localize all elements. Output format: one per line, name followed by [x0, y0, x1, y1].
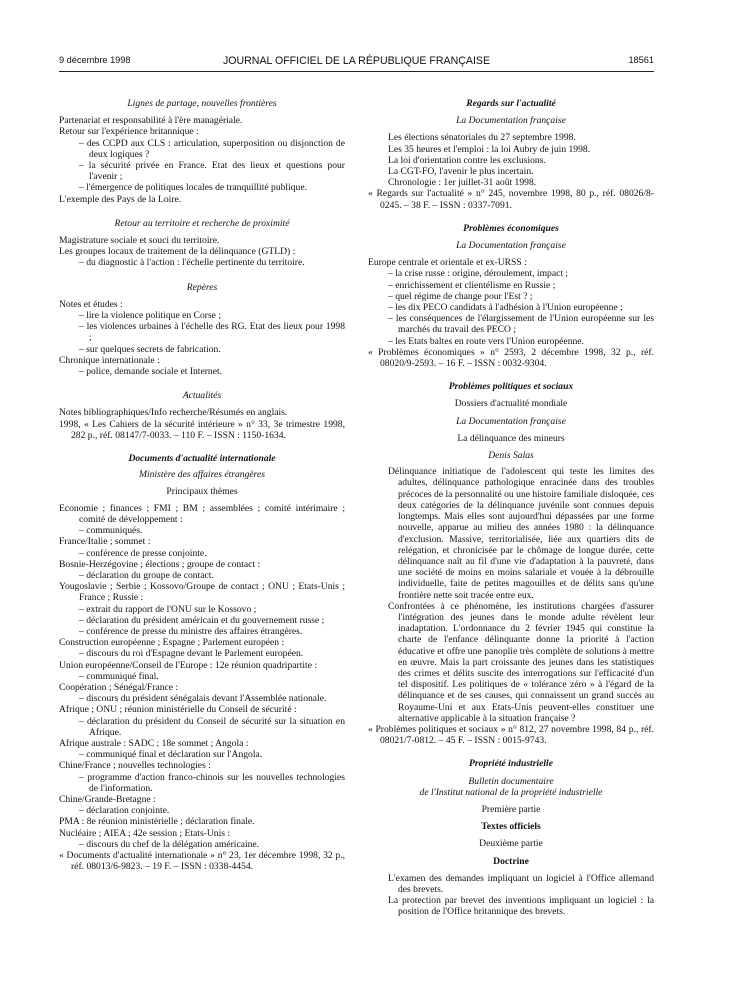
topic-line: Chine/France ; nouvelles technologies :	[59, 760, 211, 772]
header-page-number: 18561	[628, 55, 654, 65]
text-line: L'examen des demandes impliquant un logiciel à l'Office allemand des brevets.	[388, 872, 654, 895]
list-item: – la crise russe : origine, déroulement, impact ;	[388, 268, 569, 280]
publisher: de l'Institut national de la propriété industrielle	[419, 786, 603, 798]
topic-line: Construction européenne ; Espagne ; Parlement européen :	[59, 637, 285, 649]
topic-line: Coopération ; Sénégal/France :	[59, 681, 179, 693]
list-item: – déclaration du groupe de contact.	[79, 569, 214, 581]
publisher: Ministère des affaires étrangères	[138, 469, 266, 481]
list-item: – extrait du rapport de l'ONU sur le Kossovo ;	[79, 603, 257, 615]
section-title: Propriété industrielle	[469, 758, 553, 770]
list-item: – communiqué final.	[79, 670, 159, 682]
publisher: Bulletin documentaire	[468, 775, 554, 787]
list-item: – conférence de presse conjointe.	[79, 547, 207, 559]
list-item: – communiqué final et déclaration sur l'Angola.	[79, 749, 263, 761]
part-heading: Deuxième partie	[479, 838, 543, 850]
bibliographic-reference: « Problèmes économiques » n° 2593, 2 décembre 1998, 32 p., réf. 08020/9-2593. – 16 F. – ISSN : 0032-9304.	[368, 346, 654, 370]
text-line: Les groupes locaux de traitement de la délinquance (GTLD) :	[59, 246, 296, 258]
section-title: Actualités	[182, 390, 222, 402]
list-item: – déclaration du président américain et du gouvernement russe ;	[79, 614, 325, 626]
page-header	[59, 55, 654, 71]
left-column	[59, 98, 345, 872]
text-line: Les 35 heures et l'emploi : la loi Aubry de juin 1998.	[388, 143, 591, 155]
part-heading: Première partie	[481, 803, 541, 815]
list-item: – communiqués.	[79, 525, 143, 537]
text-line: Magistrature sociale et souci du territoire.	[59, 235, 220, 247]
section-title: Repères	[186, 281, 218, 293]
topic-line: France/Italie ; sommet :	[59, 536, 151, 548]
topic-line: Economie ; finances ; FMI ; BM ; assemblées ; comité intérimaire ; comité de développement :	[59, 502, 345, 525]
section-title: Problèmes économiques	[463, 222, 559, 234]
text-line: La loi d'orientation contre les exclusions.	[388, 154, 546, 166]
abstract-paragraph: Délinquance initiatique de l'adolescent qui teste les limites des adultes, délinquance pathologique enracinée dans des troubles précoces de la personnalité ou une histoire familiale disloquée, ces deux catégories de la délinquance juvénile sont connues depuis longtemps. Mais elles sont aujourd'hui dépassées par une forme nouvelle, apparue au milieu des années 1980 : la délinquance d'exclusion. Massive, territorialisée, liée aux quartiers dits de relégation, et chronicisée par le chômage de longue durée, cette délinquance naît au fil d'une vie d'adaptation à la pauvreté, dans une société de moins en moins salariale et vouée à la débrouille individuelle, faite de petites magouilles et de délits sans qu'une frontière nette soit tracée entre eux.	[388, 466, 654, 601]
list-item: – quel régime de change pour l'Est ? ;	[388, 290, 533, 302]
list-item: – les violences urbaines à l'échelle des RG. Etat des lieux pour 1998 ;	[79, 321, 345, 344]
text-line: Chronique internationale :	[59, 354, 160, 366]
list-item: – les Etats baltes en route vers l'Union européenne.	[388, 335, 584, 347]
list-item: – discours du président sénégalais devant l'Assemblée nationale.	[79, 693, 327, 705]
text-line: Chronologie : 1er juillet-31 août 1998.	[388, 177, 537, 189]
text-line: Retour sur l'expérience britannique :	[59, 126, 199, 138]
list-item: – programme d'action franco-chinois sur les nouvelles technologies de l'information.	[79, 771, 345, 794]
bibliographic-reference: 1998, « Les Cahiers de la sécurité intérieure » n° 33, 3e trimestre 1998, 282 p., réf. 08147/7-0033. – 110 F. – ISSN : 1150-1634.	[59, 418, 345, 441]
abstract-paragraph: Confrontées à ce phénomène, les institutions chargées d'assurer l'intégration des jeunes dans le monde adulte révèlent leur inadaptation. L'ordonnance du 2 février 1945 qui constitue la charte de l'enfance délinquante donne la priorité à l'action éducative et offre une panoplie très complète de solutions à mettre en œuvre. Mais la part croissante des jeunes dans les statistiques des crimes et délits suscite des interrogations sur l'efficacité d'un tel dispositif. Les politiques de « tolérance zéro » à l'égard de la délinquance et de ses causes, qui connaissent un grand succès au Royaume-Uni et aux Etats-Unis peuvent-elles constituer une alternative applicable à la situation française ?	[388, 600, 654, 724]
list-item: – lire la violence politique en Corse ;	[79, 310, 221, 322]
right-column	[368, 98, 654, 918]
list-item: – des CCPD aux CLS : articulation, superposition ou disjonction de deux logiques ?	[79, 137, 345, 160]
topic-line: Chine/Grande-Bretagne :	[59, 793, 156, 805]
header-rule	[59, 71, 654, 72]
list-item: – discours du roi d'Espagne devant le Parlement européen.	[79, 648, 304, 660]
section-title: Retour au territoire et recherche de proximité	[114, 217, 290, 229]
header-date: 9 décembre 1998	[59, 55, 131, 65]
text-line: L'exemple des Pays de la Loire.	[59, 193, 182, 205]
topic-line: Union européenne/Conseil de l'Europe : 12e réunion quadripartite :	[59, 659, 318, 671]
section-title: Documents d'actualité internationale	[128, 453, 276, 465]
topic-line: Afrique australe : SADC ; 18e sommet ; Angola :	[59, 737, 249, 749]
text-line: Partenariat et responsabilité à l'ère managériale.	[59, 115, 243, 127]
text-line: Europe centrale et orientale et ex-URSS :	[368, 257, 527, 269]
list-item: – l'émergence de politiques locales de tranquillité publique.	[79, 182, 308, 194]
publisher: La Documentation française	[456, 240, 566, 252]
list-item: – du diagnostic à l'action : l'échelle pertinente du territoire.	[79, 257, 305, 269]
part-title: Textes officiels	[481, 821, 541, 833]
subheading: Dossiers d'actualité mondiale	[454, 398, 568, 410]
text-line: La protection par brevet des inventions impliquant un logiciel : la position de l'Office britannique des brevets.	[388, 895, 654, 918]
list-item: – sur quelques secrets de fabrication.	[79, 343, 221, 355]
part-title: Doctrine	[493, 855, 529, 867]
topic-line: Bosnie-Herzégovine ; élections ; groupe de contact :	[59, 558, 261, 570]
list-item: – déclaration conjointe.	[79, 805, 170, 817]
section-title: Regards sur l'actualité	[466, 98, 556, 109]
text-line: La CGT-FO, l'avenir le plus incertain.	[388, 166, 534, 178]
text-line: Notes bibliographiques/Info recherche/Résumés en anglais.	[59, 407, 288, 419]
subheading: Principaux thèmes	[166, 486, 238, 498]
publisher: La Documentation française	[456, 115, 566, 127]
topic-line: Yougoslavie ; Serbie ; Kossovo/Groupe de contact ; ONU ; Etats-Unis ; France ; Russie :	[59, 581, 345, 604]
author: Denis Salas	[488, 450, 534, 462]
bibliographic-reference: « Problèmes politiques et sociaux » n° 812, 27 novembre 1998, 84 p., réf. 08021/7-0812. – 45 F. – ISSN : 0015-9743.	[368, 723, 654, 747]
list-item: – police, demande sociale et Internet.	[79, 366, 223, 378]
list-item: – discours du chef de la délégation américaine.	[79, 838, 260, 850]
list-item: – la sécurité privée en France. Etat des lieux et questions pour l'avenir ;	[79, 160, 345, 183]
publisher: La Documentation française	[456, 415, 566, 427]
topic-line: Afrique ; ONU ; réunion ministérielle du Conseil de sécurité :	[59, 704, 297, 716]
topic-line: PMA : 8e réunion ministérielle ; déclaration finale.	[59, 816, 255, 828]
section-title: Lignes de partage, nouvelles frontières	[127, 98, 277, 109]
list-item: – déclaration du président du Conseil de sécurité sur la situation en Afrique.	[79, 715, 345, 738]
list-item: – les conséquences de l'élargissement de l'Union européenne sur les marchés du travail des PECO ;	[388, 313, 654, 336]
list-item: – les dix PECO candidats à l'adhésion à l'Union européenne ;	[388, 302, 623, 314]
list-item: – enrichissement et clientélisme en Russie ;	[388, 279, 556, 291]
bibliographic-reference: « Regards sur l'actualité » n° 245, novembre 1998, 80 p., réf. 08026/8-0245. – 38 F. – ISSN : 0337-7091.	[368, 188, 654, 211]
header-journal-title: JOURNAL OFFICIEL DE LA RÉPUBLIQUE FRANÇAISE	[222, 55, 491, 67]
bibliographic-reference: « Documents d'actualité internationale » n° 23, 1er décembre 1998, 32 p., réf. 08013/6-9823. – 19 F. – ISSN : 0338-4454.	[59, 849, 345, 873]
section-title: Problèmes politiques et sociaux	[448, 381, 574, 393]
text-line: Les élections sénatoriales du 27 septembre 1998.	[388, 132, 576, 144]
topic-line: Nucléaire ; AIEA ; 42e session ; Etats-Unis :	[59, 827, 231, 839]
text-line: Notes et études :	[59, 298, 123, 310]
topic-title: La délinquance des mineurs	[457, 432, 565, 444]
list-item: – conférence de presse du ministre des affaires étrangères.	[79, 625, 303, 637]
